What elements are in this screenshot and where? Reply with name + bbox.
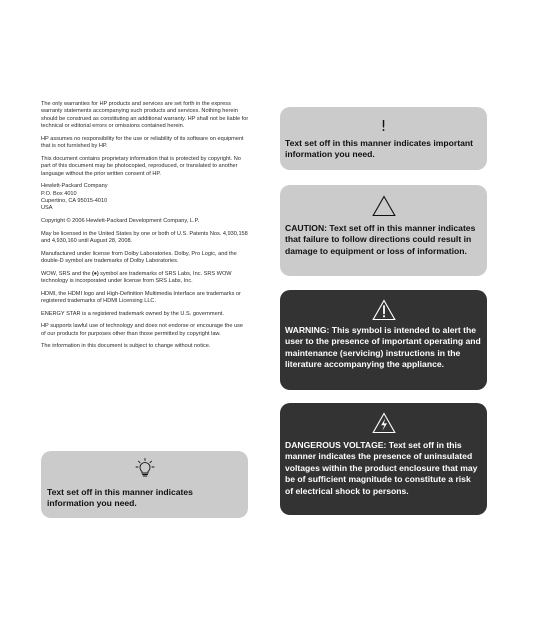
important-notice-box [280,107,487,170]
caution-triangle-icon [372,195,396,217]
tip-notice-text: Text set off in this manner indicates information you need. [47,487,193,509]
tip-notice-box [41,451,248,518]
legal-notices [41,101,249,356]
address-company: Hewlett-Packard Company [41,183,108,190]
warning-notice-text: WARNING: This symbol is intended to alert the user to the presence of important operating and maintenance (servicing) instructions in the literature accompanying the appliance. [285,325,481,370]
patents-paragraph: May be licensed in the United States by one or both of U.S. Patents Nos. 4,930,158 and 4,930,160 until August 28, 2008. [41,230,248,245]
proprietary-paragraph: This document contains proprietary information that is protected by copyright. No part of this document may be photocopied, reproduced, or translated to another language without the prior written consent of HP. [41,155,241,177]
srs-suffix: symbol are trademarks of SRS Labs, Inc. SRS WOW technology is incorporated under license from SRS Labs, Inc. [41,270,232,285]
hp-supports-paragraph: HP supports lawful use of technology and does not endorse or encourage the use of our products for purposes other than those permitted by copyright law. [41,323,244,337]
energy-star-paragraph: ENERGY STAR is a registered trademark owned by the U.S. government. [41,310,224,317]
company-address [41,183,249,213]
subject-to-change-paragraph: The information in this document is subject to change without notice. [41,343,211,350]
responsibility-paragraph: HP assumes no responsibility for the use or reliability of its software on equipment that is not furnished by HP. [41,135,244,150]
address-city: Cupertino, CA 95015-4010 [41,198,108,205]
dolby-paragraph: Manufactured under license from Dolby Laboratories. Dolby, Pro Logic, and the double-D symbol are trademarks of Dolby Laboratories. [41,250,237,265]
danger-notice-text: DANGEROUS VOLTAGE: Text set off in this manner indicates the presence of uninsulated voltages within the product enclosure that may be of sufficient magnitude to constitute a risk of electrical shock to persons. [285,440,478,496]
danger-notice-box [280,403,487,515]
copyright-paragraph: Copyright © 2006 Hewlett-Packard Development Company, L.P. [41,218,200,225]
caution-notice-text: CAUTION: Text set off in this manner indicates that failure to follow directions could result in damage to equipment or loss of information. [285,223,476,256]
high-voltage-triangle-icon [372,412,396,434]
exclamation-icon: ! [380,117,387,135]
srs-symbol-icon: (●) [92,270,99,277]
srs-prefix: WOW, SRS and the [41,270,91,277]
warning-notice-box [280,290,487,390]
warranty-paragraph: The only warranties for HP products and services are set forth in the express warranty statements accompanying such products and services. Nothing herein should be construed as constituting an additional warranty. HP shall not be liable for technical or editorial errors or omissions contained herein. [41,101,249,130]
address-country: USA [41,205,53,212]
srs-paragraph [41,271,249,286]
warning-exclamation-triangle-icon [372,299,396,321]
hdmi-paragraph: HDMI, the HDMI logo and High-Definition Multimedia Interface are trademarks or registered trademarks of HDMI Licensing LLC. [41,290,241,305]
lightbulb-icon [135,458,155,478]
important-notice-text: Text set off in this manner indicates important information you need. [285,138,473,160]
address-po-box: P.O. Box 4010 [41,190,77,197]
caution-notice-box [280,185,487,276]
